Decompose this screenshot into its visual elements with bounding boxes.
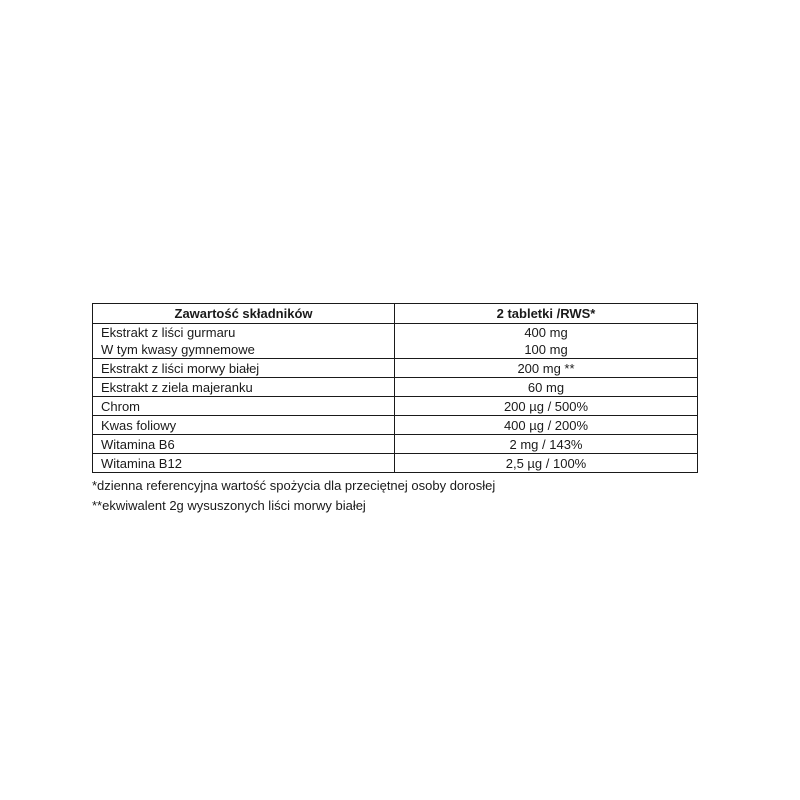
table-row [93,359,698,378]
footnote-mulberry: **ekwiwalent 2g wysuszonych liści morwy białej [92,498,366,513]
table-row [93,324,698,359]
table-row [93,416,698,435]
ingredient-value-cell: 200 µg / 500% [395,397,698,416]
ingredient-value-cell: 2,5 µg / 100% [395,454,698,473]
column-header-dose: 2 tabletki /RWS* [395,304,698,324]
ingredient-name-cell: Chrom [93,397,395,416]
table-row [93,378,698,397]
ingredient-value-cell: 400 µg / 200% [395,416,698,435]
table-row [93,397,698,416]
ingredient-value-cell: 2 mg / 143% [395,435,698,454]
ingredient-name-cell: Kwas foliowy [93,416,395,435]
table-row [93,454,698,473]
ingredient-name: Ekstrakt z liści gurmaru [101,325,236,340]
ingredient-name-cell: Ekstrakt z liści morwy białej [93,359,395,378]
ingredient-value-cell: 60 mg [395,378,698,397]
ingredient-name-cell: Witamina B6 [93,435,395,454]
footnotes [92,476,697,516]
footnote-rws: *dzienna referencyjna wartość spożycia dla przeciętnej osoby dorosłej [92,478,496,493]
nutrition-document [92,303,697,516]
table-row [93,435,698,454]
table-header-row [93,304,698,324]
ingredient-value: 400 mg [524,325,568,340]
ingredient-value-cell: 200 mg ** [395,359,698,378]
ingredient-value-cell [395,324,698,359]
ingredient-name: W tym kwasy gymnemowe [101,342,255,357]
ingredient-value: 100 mg [524,342,568,357]
ingredient-name-cell [93,324,395,359]
ingredients-table [92,303,698,473]
ingredient-name-cell: Witamina B12 [93,454,395,473]
ingredient-name-cell: Ekstrakt z ziela majeranku [93,378,395,397]
column-header-ingredients: Zawartość składników [93,304,395,324]
